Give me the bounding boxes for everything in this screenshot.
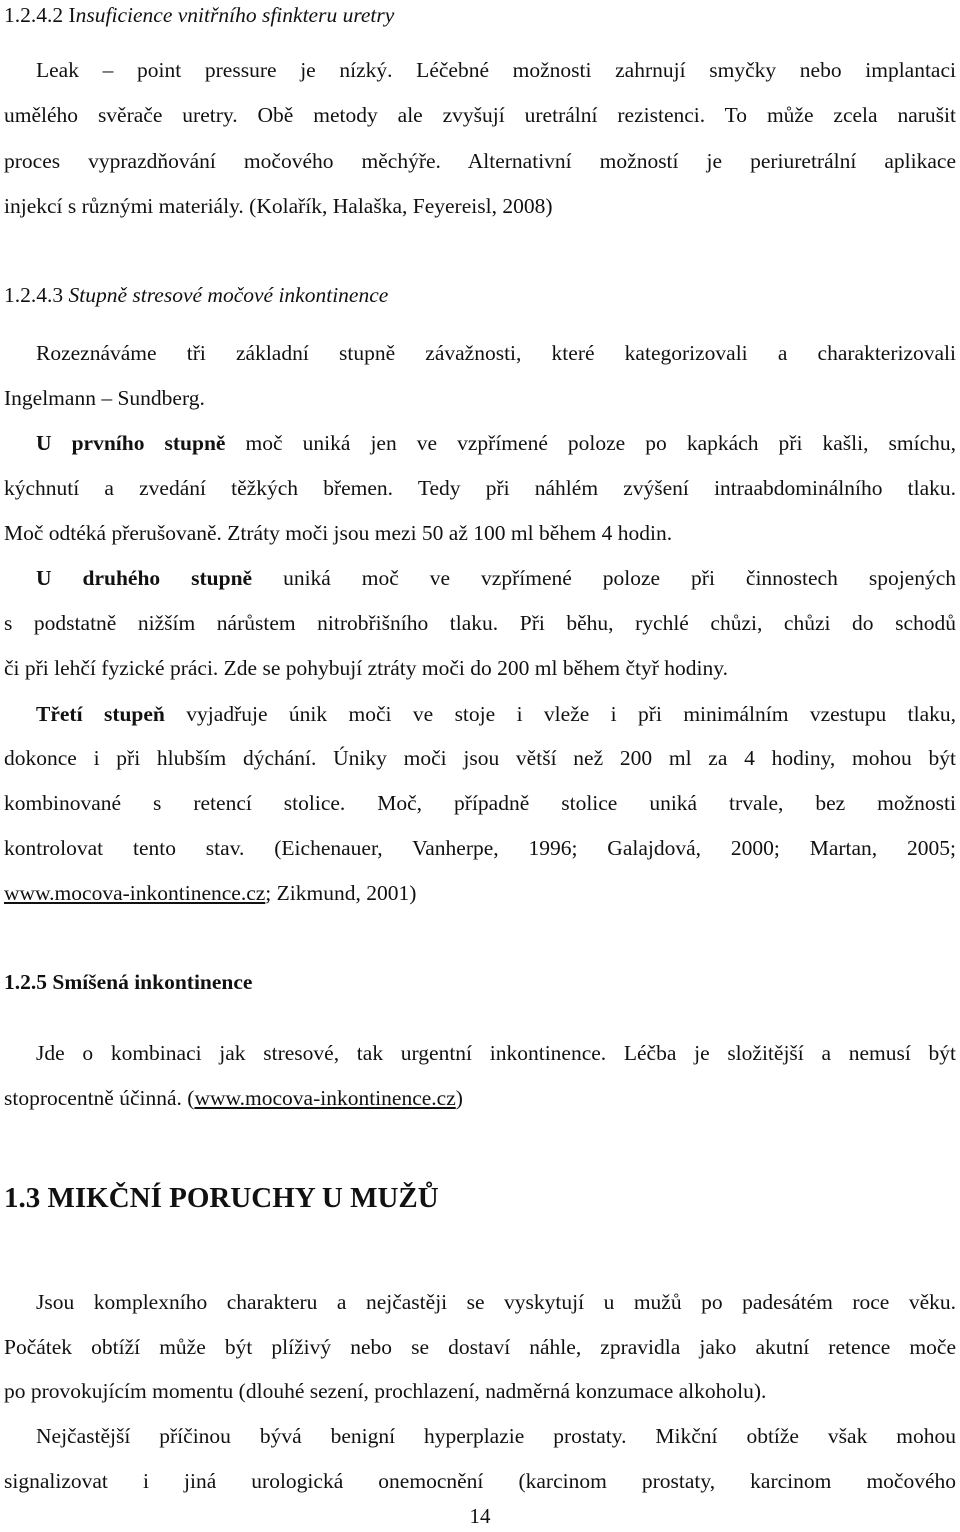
paragraph-line: po provokujícím momentu (dlouhé sezení, prochlazení, nadměrná konzumace alkoholu). <box>4 1379 767 1403</box>
paragraph-line: www.mocova-inkontinence.cz; Zikmund, 2001) <box>4 881 417 905</box>
paragraph-line: U druhého stupně uniká moč ve vzpřímené poloze při činnostech spojených <box>36 566 957 590</box>
paragraph-line: Rozeznáváme tři základní stupně závažnosti, které kategorizovali a charakterizovali <box>36 341 956 365</box>
paragraph-line: Nejčastější příčinou bývá benigní hyperplazie prostaty. Mikční obtíže však mohou <box>36 1424 956 1448</box>
paragraph-line: U prvního stupně moč uniká jen ve vzpřímené poloze po kapkách při kašli, smíchu, <box>36 431 957 455</box>
paragraph-line: Ingelmann – Sundberg. <box>4 386 205 410</box>
section-heading-1-2-4-2: 1.2.4.2 Insuficience vnitřního sfinkteru uretry <box>4 3 395 27</box>
section-heading-1-2-5: 1.2.5 Smíšená inkontinence <box>4 970 253 994</box>
paragraph-line: dokonce i při hlubším dýchání. Úniky moči jsou větší než 200 ml za 4 hodiny, mohou být <box>4 746 956 770</box>
paragraph-line: kýchnutí a zvedání těžkých břemen. Tedy při náhlém zvýšení intraabdominálního tlaku. <box>4 476 956 500</box>
paragraph-line: Jsou komplexního charakteru a nejčastěji se vyskytují u mužů po padesátém roce věku. <box>36 1290 956 1314</box>
reference-link[interactable]: www.mocova-inkontinence.cz <box>4 881 266 905</box>
paragraph-line: či při lehčí fyzické práci. Zde se pohybují ztráty moči do 200 ml během čtyř hodiny. <box>4 656 729 680</box>
paragraph-line: proces vyprazdňování močového měchýře. Alternativní možností je periuretrální aplikace <box>4 149 956 173</box>
reference-link[interactable]: www.mocova-inkontinence.cz <box>194 1086 456 1110</box>
chapter-heading-1-3: 1.3 MIKČNÍ PORUCHY U MUŽŮ <box>4 1182 439 1214</box>
paragraph-line: signalizovat i jiná urologická onemocnění (karcinom prostaty, karcinom močového <box>4 1469 956 1493</box>
paragraph-line: s podstatně nižším nárůstem nitrobřišního tlaku. Při běhu, rychlé chůzi, chůzi do schodů <box>4 611 956 635</box>
paragraph-line: injekcí s různými materiály. (Kolařík, Halaška, Feyereisl, 2008) <box>4 194 553 218</box>
paragraph-line: Leak – point pressure je nízký. Léčebné možnosti zahrnují smyčky nebo implantaci <box>36 58 956 82</box>
section-heading-1-2-4-3: 1.2.4.3 Stupně stresové močové inkontinence <box>4 283 389 307</box>
page-number: 14 <box>469 1504 491 1528</box>
paragraph-line: umělého svěrače uretry. Obě metody ale zvyšují uretrální rezistenci. To může zcela narušit <box>4 103 956 127</box>
paragraph-line: kombinované s retencí stolice. Moč, případně stolice uniká trvale, bez možnosti <box>4 791 956 815</box>
paragraph-line: Moč odtéká přerušovaně. Ztráty moči jsou mezi 50 až 100 ml během 4 hodin. <box>4 521 673 545</box>
paragraph-line: Počátek obtíží může být plíživý nebo se dostaví náhle, zpravidla jako akutní retence moče <box>4 1335 956 1359</box>
paragraph-line: Jde o kombinaci jak stresové, tak urgentní inkontinence. Léčba je složitější a nemusí být <box>36 1041 956 1065</box>
paragraph-line: stoprocentně účinná. (www.mocova-inkontinence.cz) <box>4 1086 463 1110</box>
paragraph-line: Třetí stupeň vyjadřuje únik moči ve stoje i vleže i při minimálním vzestupu tlaku, <box>36 702 957 726</box>
paragraph-line: kontrolovat tento stav. (Eichenauer, Vanherpe, 1996; Galajdová, 2000; Martan, 2005; <box>4 836 956 860</box>
